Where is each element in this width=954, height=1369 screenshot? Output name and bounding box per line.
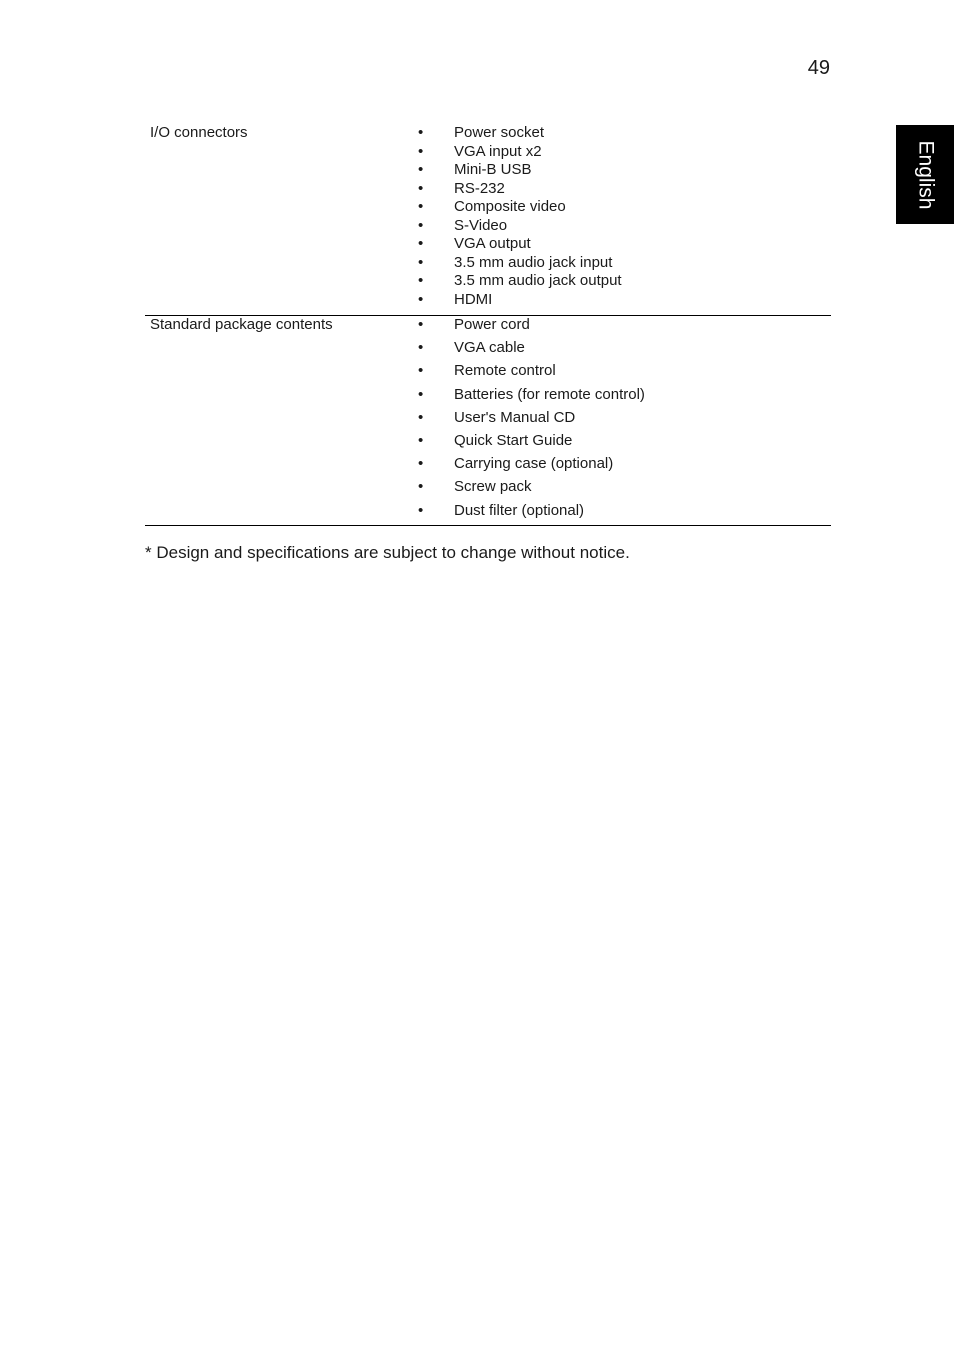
- bullet-icon: •: [418, 253, 424, 271]
- list-item-text: S-Video: [454, 216, 508, 234]
- list-item-text: Power socket: [454, 124, 545, 141]
- spec-label: I/O connectors: [150, 124, 248, 141]
- list-item: [413, 502, 831, 520]
- list-item-text: Mini-B USB: [454, 161, 532, 178]
- bullet-icon: •: [418, 216, 424, 234]
- list-item-text: Composite video: [454, 198, 566, 215]
- bullet-icon: •: [418, 501, 424, 519]
- spec-row-package-contents: [145, 315, 831, 526]
- list-item-text: RS-232: [454, 179, 505, 197]
- list-item-text: VGA output: [454, 235, 531, 252]
- language-tab-label: English: [914, 140, 938, 209]
- bullet-icon: •: [418, 408, 424, 426]
- bullet-icon: •: [418, 385, 424, 403]
- list-item-text: VGA input x2: [454, 142, 542, 160]
- footnote: * Design and specifications are subject to change without notice.: [145, 543, 630, 562]
- bullet-icon: •: [418, 124, 424, 141]
- list-item-text: Quick Start Guide: [454, 431, 573, 449]
- list-item: [413, 316, 831, 339]
- list-item: [413, 124, 831, 143]
- list-item-text: 3.5 mm audio jack output: [454, 272, 622, 289]
- list-item-text: Remote control: [454, 362, 556, 380]
- language-tab: [896, 125, 954, 224]
- bullet-icon: •: [418, 316, 424, 333]
- list-item: [413, 409, 831, 432]
- list-item: [413, 272, 831, 291]
- list-item-text: Power cord: [454, 316, 530, 333]
- list-item: [413, 291, 831, 310]
- spec-row-io-connectors: [145, 124, 831, 315]
- list-item: [413, 198, 831, 217]
- bullet-icon: •: [418, 431, 424, 449]
- list-item-text: Dust filter (optional): [454, 501, 585, 519]
- list-item: [413, 455, 831, 478]
- list-item-text: User's Manual CD: [454, 408, 576, 426]
- spec-table: [145, 124, 831, 526]
- list-item-text: VGA cable: [454, 339, 525, 357]
- bullet-icon: •: [418, 339, 424, 357]
- list-item-text: Carrying case (optional): [454, 455, 614, 473]
- bullet-icon: •: [418, 161, 424, 178]
- bullet-icon: •: [418, 362, 424, 380]
- page-number: 49: [807, 57, 830, 79]
- list-item-text: Batteries (for remote control): [454, 385, 645, 403]
- list-item: [413, 235, 831, 254]
- bullet-icon: •: [418, 198, 424, 215]
- list-item: [413, 217, 831, 236]
- list-item-text: HDMI: [454, 290, 493, 308]
- list-item: [413, 143, 831, 162]
- bullet-icon: •: [418, 455, 424, 473]
- list-item: [413, 161, 831, 180]
- bullet-icon: •: [418, 179, 424, 197]
- list-item: [413, 478, 831, 501]
- bullet-icon: •: [418, 235, 424, 252]
- list-item: [413, 432, 831, 455]
- bullet-icon: •: [418, 290, 424, 308]
- bullet-icon: •: [418, 478, 424, 496]
- list-item-text: Screw pack: [454, 478, 532, 496]
- list-item: [413, 386, 831, 409]
- spec-label: Standard package contents: [150, 316, 333, 333]
- spec-list: [413, 124, 831, 309]
- list-item: [413, 362, 831, 385]
- spec-list: [413, 316, 831, 520]
- bullet-icon: •: [418, 272, 424, 289]
- list-item: [413, 339, 831, 362]
- list-item: [413, 254, 831, 273]
- bullet-icon: •: [418, 142, 424, 160]
- list-item-text: 3.5 mm audio jack input: [454, 253, 613, 271]
- list-item: [413, 180, 831, 199]
